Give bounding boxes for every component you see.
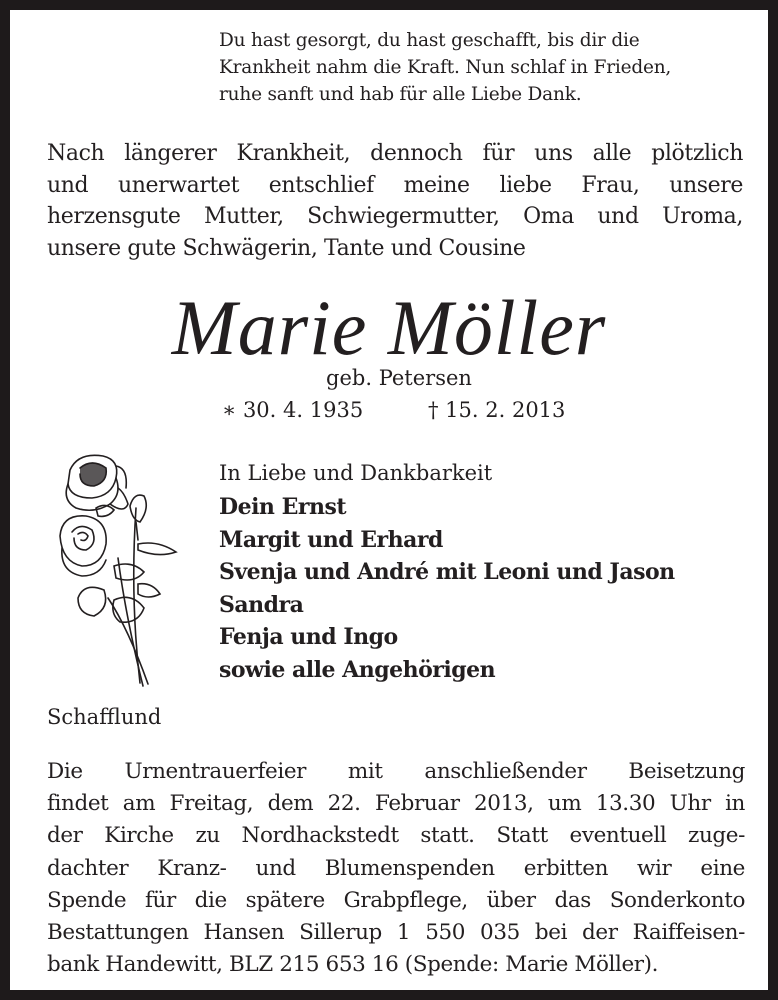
mourner-name: Fenja und Ingo [219,624,398,650]
mourners-list [219,491,675,686]
details-line: bank Handewitt, BLZ 215 653 16 (Spende: Marie Möller). [47,952,659,978]
motto-verse [219,27,739,108]
details-line: findet am Freitag, dem 22. Februar 2013, um 13.30 Uhr in [47,791,745,817]
birth-date: ∗ 30. 4. 1935 [222,398,364,422]
motto-line: ruhe sanft und hab für alle Liebe Dank. [219,84,582,105]
details-line: dachter Kranz- und Blumenspenden erbitten wir eine [47,855,745,881]
mourner-name: Svenja und André mit Leoni und Jason [219,559,675,585]
place-name: Schafflund [47,705,162,729]
intro-paragraph [47,138,743,264]
details-line: Die Urnentrauerfeier mit anschließender Beisetzung [47,759,745,784]
motto-line: Krankheit nahm die Kraft. Nun schlaf in Frieden, [219,57,672,78]
intro-line: und unerwartet entschlief meine liebe Frau, unsere [47,172,743,198]
mourner-name: Sandra [219,591,304,618]
funeral-details [47,756,745,981]
obituary-notice [10,10,768,990]
intro-line: herzensgute Mutter, Schwiegermutter, Oma und Uroma, [47,204,743,229]
mourner-name: sowie alle Angehörigen [219,656,496,683]
intro-line: unsere gute Schwägerin, Tante und Cousine [47,235,526,261]
deceased-name: Marie Möller [171,284,607,371]
motto-line: Du hast gesorgt, du hast geschafft, bis dir die [219,30,640,51]
rose-icon [48,448,178,688]
details-line: der Kirche zu Nordhackstedt statt. Statt eventuell zuge- [47,823,745,849]
mourners-heading: In Liebe und Dankbarkeit [219,461,493,485]
maiden-name: geb. Petersen [326,366,472,390]
mourner-name: Margit und Erhard [219,526,443,553]
details-line: Bestattungen Hansen Sillerup 1 550 035 bei der Raiffeisen- [47,920,745,946]
details-line: Spende für die spätere Grabpflege, über das Sonderkonto [47,887,745,913]
death-date: † 15. 2. 2013 [428,398,566,422]
intro-line: Nach längerer Krankheit, dennoch für uns alle plötzlich [47,141,743,166]
mourner-name: Dein Ernst [219,494,346,520]
